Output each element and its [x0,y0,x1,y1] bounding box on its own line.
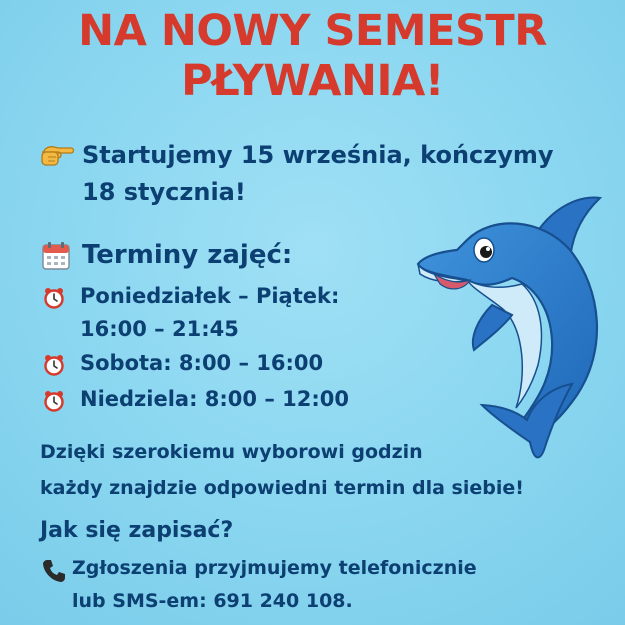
schedule-item-weekdays: Poniedziałek – Piątek: [80,284,340,308]
schedule-item-weekdays-time: 16:00 – 21:45 [80,317,239,341]
schedule-heading: Terminy zajęć: [82,240,293,270]
telephone-icon [41,558,67,584]
note-line-2: każdy znajdzie odpowiedni termin dla siebie! [40,477,524,499]
intro-line-2: 18 stycznia! [82,178,246,206]
signup-heading: Jak się zapisać? [40,518,234,543]
dolphin-illustration [412,180,622,470]
alarm-clock-icon [43,390,65,412]
pointing-hand-icon [40,145,74,167]
calendar-icon [41,241,71,271]
signup-line-1: Zgłoszenia przyjmujemy telefonicznie [72,557,477,579]
alarm-clock-icon [43,287,65,309]
note-line-1: Dzięki szerokiemu wyborowi godzin [40,441,423,463]
schedule-item-saturday: Sobota: 8:00 – 16:00 [80,351,324,375]
page-title [0,6,625,106]
schedule-item-sunday: Niedziela: 8:00 – 12:00 [80,387,349,411]
title-line-2: PŁYWANIA! [181,56,444,106]
intro-line-1: Startujemy 15 września, kończymy [82,141,554,169]
alarm-clock-icon [43,354,65,376]
title-line-1: NA NOWY SEMESTR [78,6,547,56]
signup-line-2: lub SMS-em: 691 240 108. [72,590,353,612]
